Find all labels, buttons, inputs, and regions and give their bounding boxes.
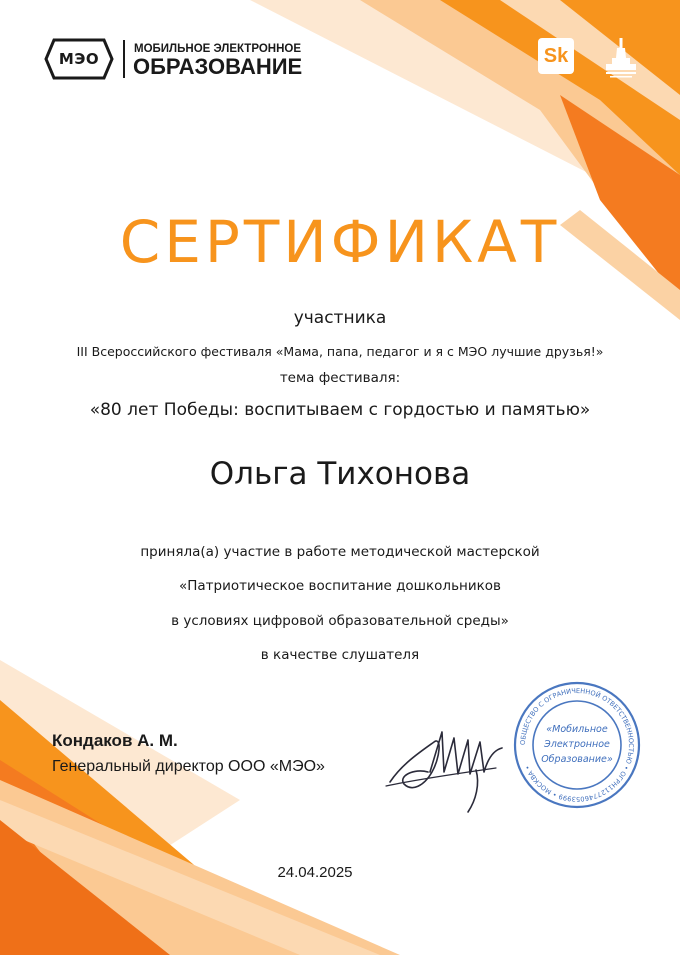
festival-theme: «80 лет Победы: воспитываем с гордостью и памятью»	[89, 400, 591, 420]
recipient-name: Ольга Тихонова	[209, 456, 471, 492]
meo-brand-text: МЭО	[58, 50, 100, 68]
logo-line1: МОБИЛЬНОЕ ЭЛЕКТРОННОЕ	[134, 43, 302, 55]
logo-divider	[123, 40, 125, 78]
body-line: приняла(а) участие в работе методической мастерской	[140, 544, 540, 560]
meo-brand-mark	[44, 36, 114, 82]
stamp-center-line: Электронное	[544, 739, 610, 750]
participant-label: участника	[293, 308, 387, 328]
signatory-role: Генеральный директор ООО «МЭО»	[52, 758, 325, 775]
logo-line2: ОБРАЗОВАНИЕ	[133, 54, 303, 79]
skolkovo-logo-text: Sk	[543, 45, 569, 67]
theme-label: тема фестиваля:	[279, 370, 401, 386]
msu-building-icon	[604, 38, 638, 80]
skolkovo-logo	[538, 38, 574, 74]
handwritten-signature	[384, 712, 524, 817]
signatory-name: Кондаков А. М.	[52, 731, 178, 750]
issue-date: 24.04.2025	[277, 864, 353, 881]
company-stamp	[512, 680, 642, 810]
body-line: «Патриотическое воспитание дошкольников	[179, 578, 501, 594]
stamp-center-line: «Мобильное	[546, 724, 608, 735]
certificate-title: СЕРТИФИКАТ	[119, 208, 561, 276]
festival-name: III Всероссийского фестиваля «Мама, папа, педагог и я с МЭО лучшие друзья!»	[76, 344, 604, 359]
body-line: в качестве слушателя	[260, 647, 420, 663]
stamp-center-line: Образование»	[541, 754, 613, 765]
body-line: в условиях цифровой образовательной среды»	[171, 613, 509, 629]
meo-logo	[44, 36, 314, 82]
stamp-ring-text: ОБЩЕСТВО С ОГРАНИЧЕННОЙ ОТВЕТСТВЕННОСТЬЮ • ОГРН1127746053999 • МОСКВА •	[518, 686, 636, 804]
